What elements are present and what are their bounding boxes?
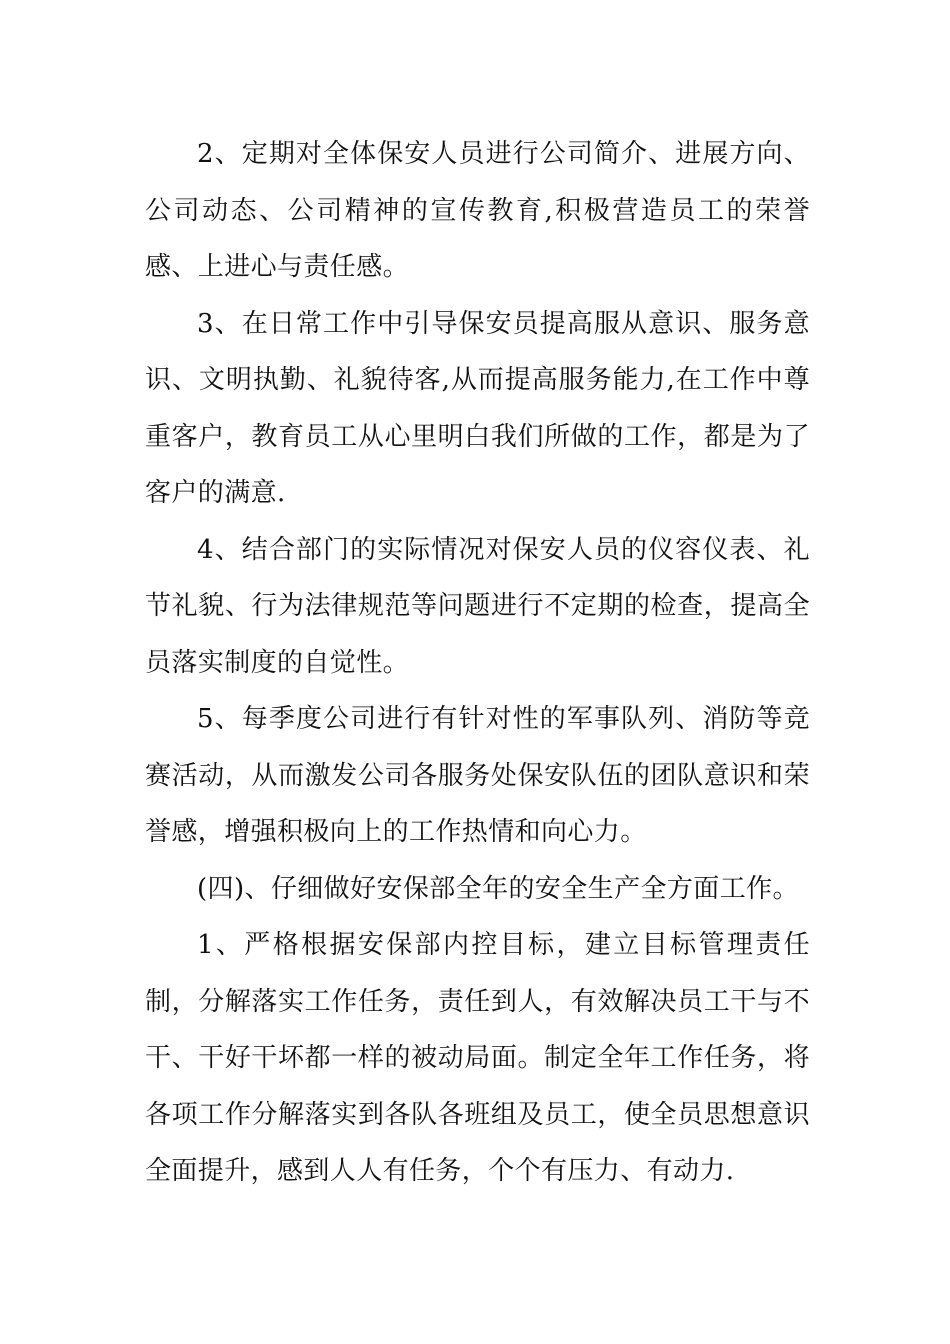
paragraph-item-2: 2、定期对全体保安人员进行公司简介、进展方向、公司动态、公司精神的宣传教育,积极营造员工的荣誉感、上进心与责任感。 [145, 139, 810, 282]
paragraph-item-4: 4、结合部门的实际情况对保安人员的仪容仪表、礼节礼貌、行为法律规范等问题进行不定期的检查，提高全员落实制度的自觉性。 [145, 534, 810, 678]
paragraph-item-3: 3、在日常工作中引导保安员提高服从意识、服务意识、文明执勤、礼貌待客,从而提高服务能力,在工作中尊重客户，教育员工从心里明白我们所做的工作，都是为了客户的满意. [145, 308, 810, 508]
paragraph-item-5: 5、每季度公司进行有针对性的军事队列、消防等竞赛活动，从而激发公司各服务处保安队伍的团队意识和荣誉感，增强积极向上的工作热情和向心力。 [145, 704, 810, 847]
document-body [145, 126, 810, 1200]
section-heading-4: (四)、仔细做好安保部全年的安全生产全方面工作。 [197, 873, 799, 904]
paragraph-item-1: 1、严格根据安保部内控目标，建立目标管理责任制，分解落实工作任务，责任到人，有效解决员工干与不干、干好干坏都一样的被动局面。制定全年工作任务，将各项工作分解落实到各队各班组及员工，使全员思想意识全面提升，感到人人有任务，个个有压力、有动力. [145, 930, 810, 1186]
